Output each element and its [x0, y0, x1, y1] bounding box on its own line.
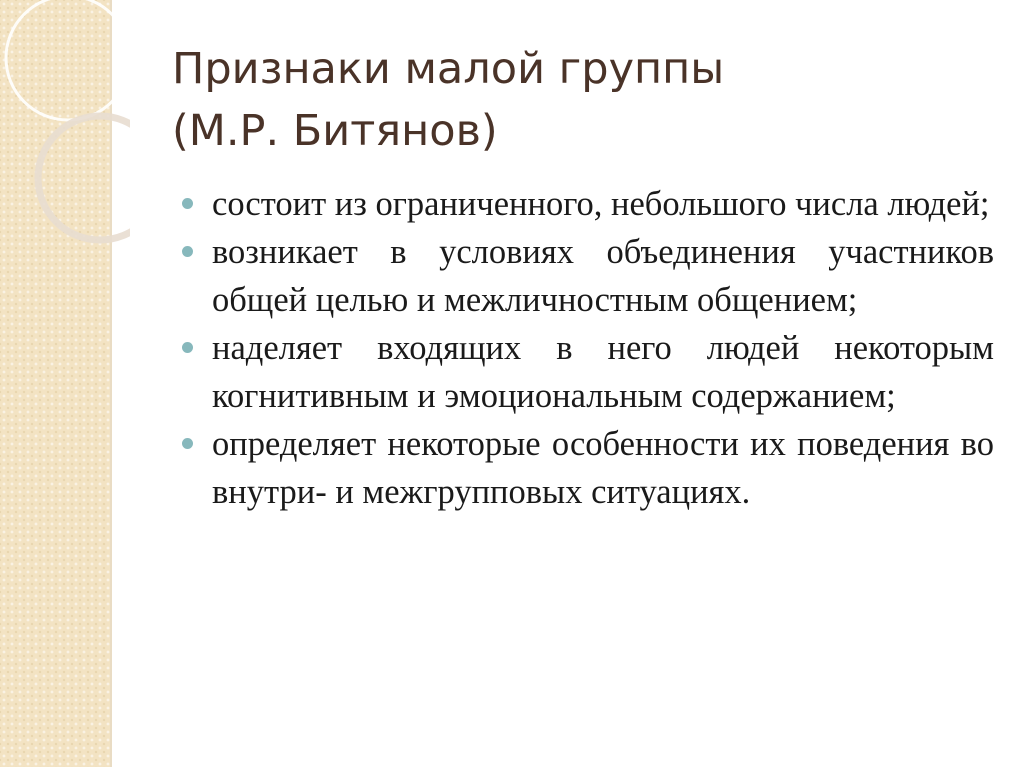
bullet-dot-icon [182, 438, 193, 449]
bullet-item [182, 180, 994, 228]
title-line-2: (М.Р. Битянов) [172, 106, 498, 156]
page-title [172, 38, 992, 162]
decorative-rings-icon [0, 0, 130, 260]
bullet-item [182, 420, 994, 516]
bullet-item [182, 228, 994, 324]
bullet-list [182, 180, 994, 516]
title-line-1: Признаки малой группы [172, 44, 725, 94]
bullet-text: наделяет входящих в него людей некоторым когнитивным и эмоциональным содержанием; [212, 329, 994, 415]
bullet-dot-icon [182, 198, 193, 209]
bullet-text: определяет некоторые особенности их поведения во внутри- и межгрупповых ситуациях. [212, 425, 994, 511]
bullet-dot-icon [182, 246, 193, 257]
bullet-dot-icon [182, 342, 193, 353]
bullet-text: возникает в условиях объединения участников общей целью и межличностным общением; [212, 233, 994, 319]
bullet-item [182, 324, 994, 420]
bullet-text: состоит из ограниченного, небольшого числа людей; [212, 185, 990, 223]
